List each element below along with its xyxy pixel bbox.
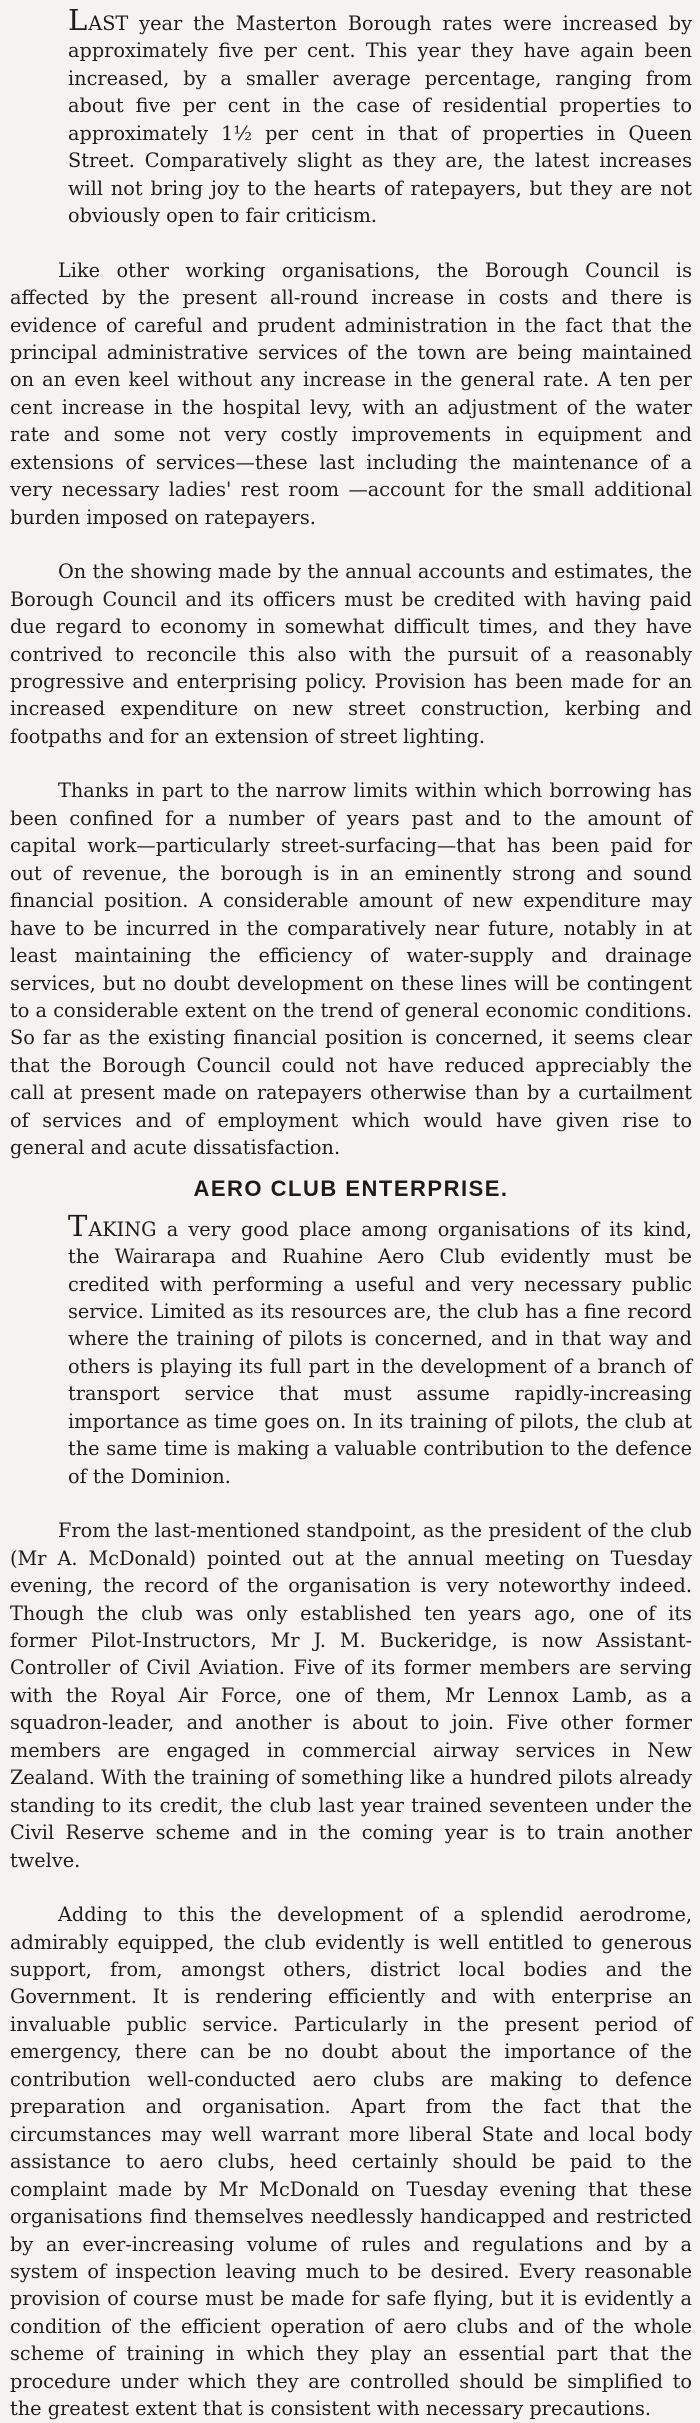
borough-rates-paragraph-1 bbox=[10, 3, 692, 230]
paragraph-text: AST year the Masterton Borough rates were increased by approximately five per cent. This year they have again been increased, by a smaller average percentage, ranging from about five per cent in the case of residential properties to approximately 1½ per cent in that of properties in Queen Street. Comparatively slight as they are, the latest increases will not bring joy to the hearts of ratepayers, but they are not obviously open to fair criticism. bbox=[68, 12, 692, 228]
borough-rates-paragraph-4: Thanks in part to the narrow limits within which borrowing has been confined for a number of years past and to the amount of capital work—particularly street-surfacing—that has been paid for out of revenue, the borough is in an eminently strong and sound financial position. A considerable amount of new expenditure may have to be incurred in the comparatively near future, notably in at least maintaining the efficiency of water-supply and drainage services, but no doubt development on these lines will be contingent to a considerable extent on the trend of general economic conditions. So far as the existing financial position is concerned, it seems clear that the Borough Council could not have reduced appreciably the call at present made on ratepayers otherwise than by a curtailment of services and of employment which would have given rise to general and acute dissatisfaction. bbox=[10, 779, 692, 1160]
drop-cap-letter: L bbox=[68, 3, 89, 37]
paragraph-text: AKING a very good place among organisations of its kind, the Wairarapa and Ruahine Aero Club evidently must be credited with performing a useful and very necessary public service. Limited as its resources are, the club has a fine record where the training of pilots is concerned, and in that way and others is playing its full part in the development of a branch of transport service that must assume rapidly-increasing importance as time goes on. In its training of pilots, the club at the same time is making a valuable contribution to the defence of the Dominion. bbox=[68, 1217, 692, 1488]
aero-club-paragraph-1 bbox=[10, 1208, 692, 1491]
drop-cap-letter: T bbox=[68, 1208, 89, 1243]
aero-club-editorial bbox=[10, 1208, 692, 2423]
borough-rates-paragraph-3: On the showing made by the annual accounts and estimates, the Borough Council and its officers must be credited with having paid due regard to economy in somewhat difficult times, and they have contrived to reconcile this also with the pursuit of a reasonably progressive and enterprising policy. Provision has been made for an increased expenditure on new street construction, kerbing and footpaths and for an extension of street lighting. bbox=[10, 560, 692, 748]
borough-rates-editorial bbox=[10, 3, 692, 1162]
aero-club-paragraph-3: Adding to this the development of a splendid aerodrome, admirably equipped, the club evidently is well entitled to generous support, from, amongst others, district local bodies and the Government. It is rendering efficiently and with enterprise an invaluable public service. Particularly in the present period of emergency, there can be no doubt about the importance of the contribution well-conducted aero clubs are making to defence preparation and organisation. Apart from the fact that the circumstances may well warrant more liberal State and local body assistance to aero clubs, heed certainly should be paid to the complaint made by Mr McDonald on Tuesday evening that these organisations find themselves needlessly handicapped and restricted by an ever-increasing volume of rules and regulations and by a system of inspection leaving much to be desired. Every reasonable provision of course must be made for safe flying, but it is evidently a condition of the efficient operation of aero clubs and of the whole scheme of training in which they play an essential part that the procedure under which they are controlled should be simplified to the greatest extent that is consistent with necessary precautions. bbox=[10, 1903, 692, 2421]
aero-club-paragraph-2: From the last-mentioned standpoint, as the president of the club (Mr A. McDonald) pointed out at the annual meeting on Tuesday evening, the record of the organisation is very noteworthy indeed. Though the club was only established ten years ago, one of its former Pilot-Instructors, Mr J. M. Buckeridge, is now Assistant-Controller of Civil Aviation. Five of its former members are serving with the Royal Air Force, one of them, Mr Lennox Lamb, as a squadron-leader, and another is about to join. Five other former members are engaged in commercial airway services in New Zealand. With the training of something like a hundred pilots already standing to its credit, the club last year trained seventeen under the Civil Reserve scheme and in the coming year is to train another twelve. bbox=[10, 1519, 692, 1872]
borough-rates-paragraph-2: Like other working organisations, the Borough Council is affected by the present all-round increase in costs and there is evidence of careful and prudent administration in the fact that the principal administrative services of the town are being maintained on an even keel without any increase in the general rate. A ten per cent increase in the hospital levy, with an adjustment of the water rate and some not very costly improvements in equipment and extensions of services—these last including the maintenance of a very necessary ladies' rest room —account for the small additional burden imposed on ratepayers. bbox=[10, 258, 692, 529]
aero-club-heading: AERO CLUB ENTERPRISE. bbox=[193, 1175, 509, 1201]
